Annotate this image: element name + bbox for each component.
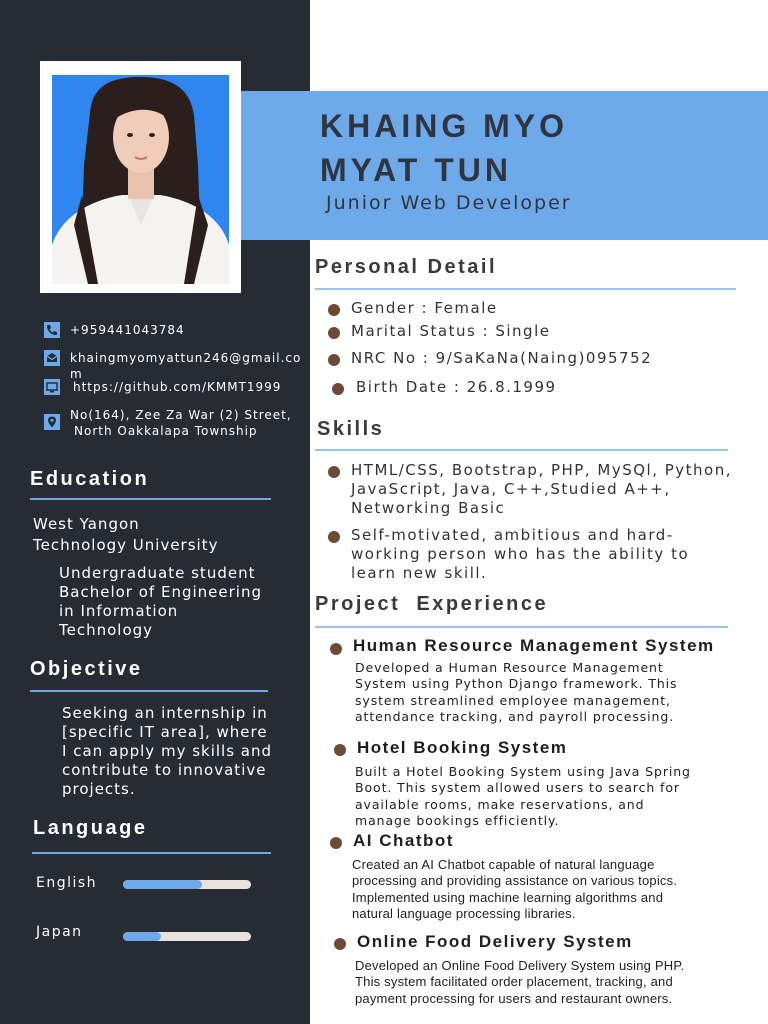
objective-heading: Objective	[30, 658, 143, 680]
project-description-line: manage bookings efficiently.	[355, 812, 560, 828]
nrc-text: NRC No : 9/SaKaNa(Naing)095752	[351, 349, 653, 367]
education-heading: Education	[30, 468, 150, 490]
objective-text	[62, 704, 272, 799]
project-title: Online Food Delivery System	[357, 932, 633, 951]
location-pin-icon	[44, 414, 60, 430]
phone-icon	[44, 322, 60, 338]
skills-line: HTML/CSS, Bootstrap, PHP, MySQl, Python,	[351, 461, 733, 479]
project-description-line: system streamlined employee management,	[355, 692, 671, 708]
personal-detail-heading: Personal Detail	[315, 256, 498, 278]
project-description	[355, 764, 735, 829]
skills-technical	[351, 461, 732, 518]
bullet-dot	[330, 643, 342, 655]
skills-divider	[315, 449, 728, 451]
address-line-2: North Oakkalapa Township	[74, 424, 258, 438]
phone-text: +959441043784	[70, 323, 185, 337]
personal-detail-divider	[315, 288, 736, 290]
project-description-line: Built a Hotel Booking System using Java Spring	[355, 764, 691, 779]
project-experience-divider	[315, 626, 728, 628]
objective-line: projects.	[62, 780, 136, 798]
education-detail-line: Bachelor of Engineering	[59, 583, 262, 601]
skills-heading: Skills	[317, 418, 385, 440]
profile-photo-frame	[40, 61, 241, 293]
project-description-line: natural language processing libraries.	[352, 905, 576, 921]
project-description-line: available rooms, make reservations, and	[355, 796, 645, 812]
project-title: Hotel Booking System	[357, 738, 568, 757]
name-line-1: KHAING MYO	[320, 108, 568, 144]
bullet-dot	[332, 383, 344, 395]
marital-status-text: Marital Status : Single	[351, 322, 551, 340]
language-heading: Language	[33, 817, 148, 839]
address-line-1: No(164), Zee Za War (2) Street,	[70, 408, 292, 422]
project-description-line: Created an AI Chatbot capable of natural language	[352, 857, 655, 872]
bullet-dot	[328, 466, 340, 478]
skills-line: Networking Basic	[351, 499, 506, 517]
birth-date-text: Birth Date : 26.8.1999	[356, 378, 557, 396]
project-description-line: Boot. This system allowed users to search for	[355, 780, 680, 796]
bullet-dot	[328, 327, 340, 339]
project-description-line: attendance tracking, and payroll processing.	[355, 708, 675, 724]
address-text	[70, 407, 310, 439]
education-school	[33, 514, 218, 556]
skills-personal	[351, 526, 689, 583]
project-title: Human Resource Management System	[353, 636, 715, 655]
skills-line: Self-motivated, ambitious and hard-	[351, 526, 674, 544]
project-description	[352, 857, 747, 922]
language-bar-english	[123, 880, 251, 889]
objective-line: [specific IT area], where	[62, 723, 268, 741]
education-detail	[59, 564, 262, 640]
education-divider	[30, 498, 271, 500]
project-description-line: Implemented using machine learning algorithms and	[352, 889, 664, 905]
language-bar-fill	[123, 932, 161, 941]
name-line-2: MYAT TUN	[320, 152, 512, 188]
education-detail-line: Technology	[59, 621, 154, 639]
project-description-line: System using Python Django framework. This	[355, 676, 678, 692]
project-description-line: This system facilitated order placement, tracking, and	[355, 974, 673, 990]
candidate-name	[320, 104, 568, 192]
email-icon	[44, 350, 60, 366]
language-divider	[32, 852, 271, 854]
objective-line: I can apply my skills and	[62, 742, 273, 760]
github-link[interactable]: https://github.com/KMMT1999	[73, 380, 282, 394]
school-line-2: Technology University	[33, 536, 219, 554]
bullet-dot	[334, 938, 346, 950]
bullet-dot	[328, 354, 340, 366]
education-detail-line: Undergraduate student	[59, 564, 256, 582]
objective-divider	[30, 690, 268, 692]
project-description-line: processing and providing assistance on various topics.	[352, 873, 678, 889]
education-detail-line: in Information	[59, 602, 179, 620]
project-description	[355, 958, 750, 1007]
bullet-dot	[328, 531, 340, 543]
project-experience-heading: Project Experience	[315, 593, 549, 615]
language-name-japan: Japan	[36, 924, 83, 940]
objective-line: contribute to innovative	[62, 761, 267, 779]
bullet-dot	[330, 837, 342, 849]
project-description-line: payment processing for users and restaurant owners.	[355, 990, 673, 1006]
language-bar-japan	[123, 932, 251, 941]
bullet-dot	[328, 304, 340, 316]
bullet-dot	[334, 744, 346, 756]
project-title: AI Chatbot	[353, 831, 454, 850]
email-text[interactable]: khaingmyomyattun246@gmail.com	[70, 351, 302, 381]
profile-photo	[52, 75, 229, 284]
project-description	[355, 660, 735, 725]
skills-line: JavaScript, Java, C++,Studied A++,	[351, 480, 671, 498]
project-description-line: Developed a Human Resource Management	[355, 660, 664, 675]
objective-line: Seeking an internship in	[62, 704, 268, 722]
skills-line: learn new skill.	[351, 564, 488, 582]
language-bar-fill	[123, 880, 202, 889]
school-line-1: West Yangon	[33, 515, 140, 533]
monitor-icon	[44, 379, 60, 395]
skills-line: working person who has the ability to	[351, 545, 690, 563]
language-name-english: English	[36, 875, 98, 891]
gender-text: Gender : Female	[351, 299, 498, 317]
project-description-line: Developed an Online Food Delivery System using PHP.	[355, 958, 685, 973]
job-title: Junior Web Developer	[326, 192, 572, 214]
